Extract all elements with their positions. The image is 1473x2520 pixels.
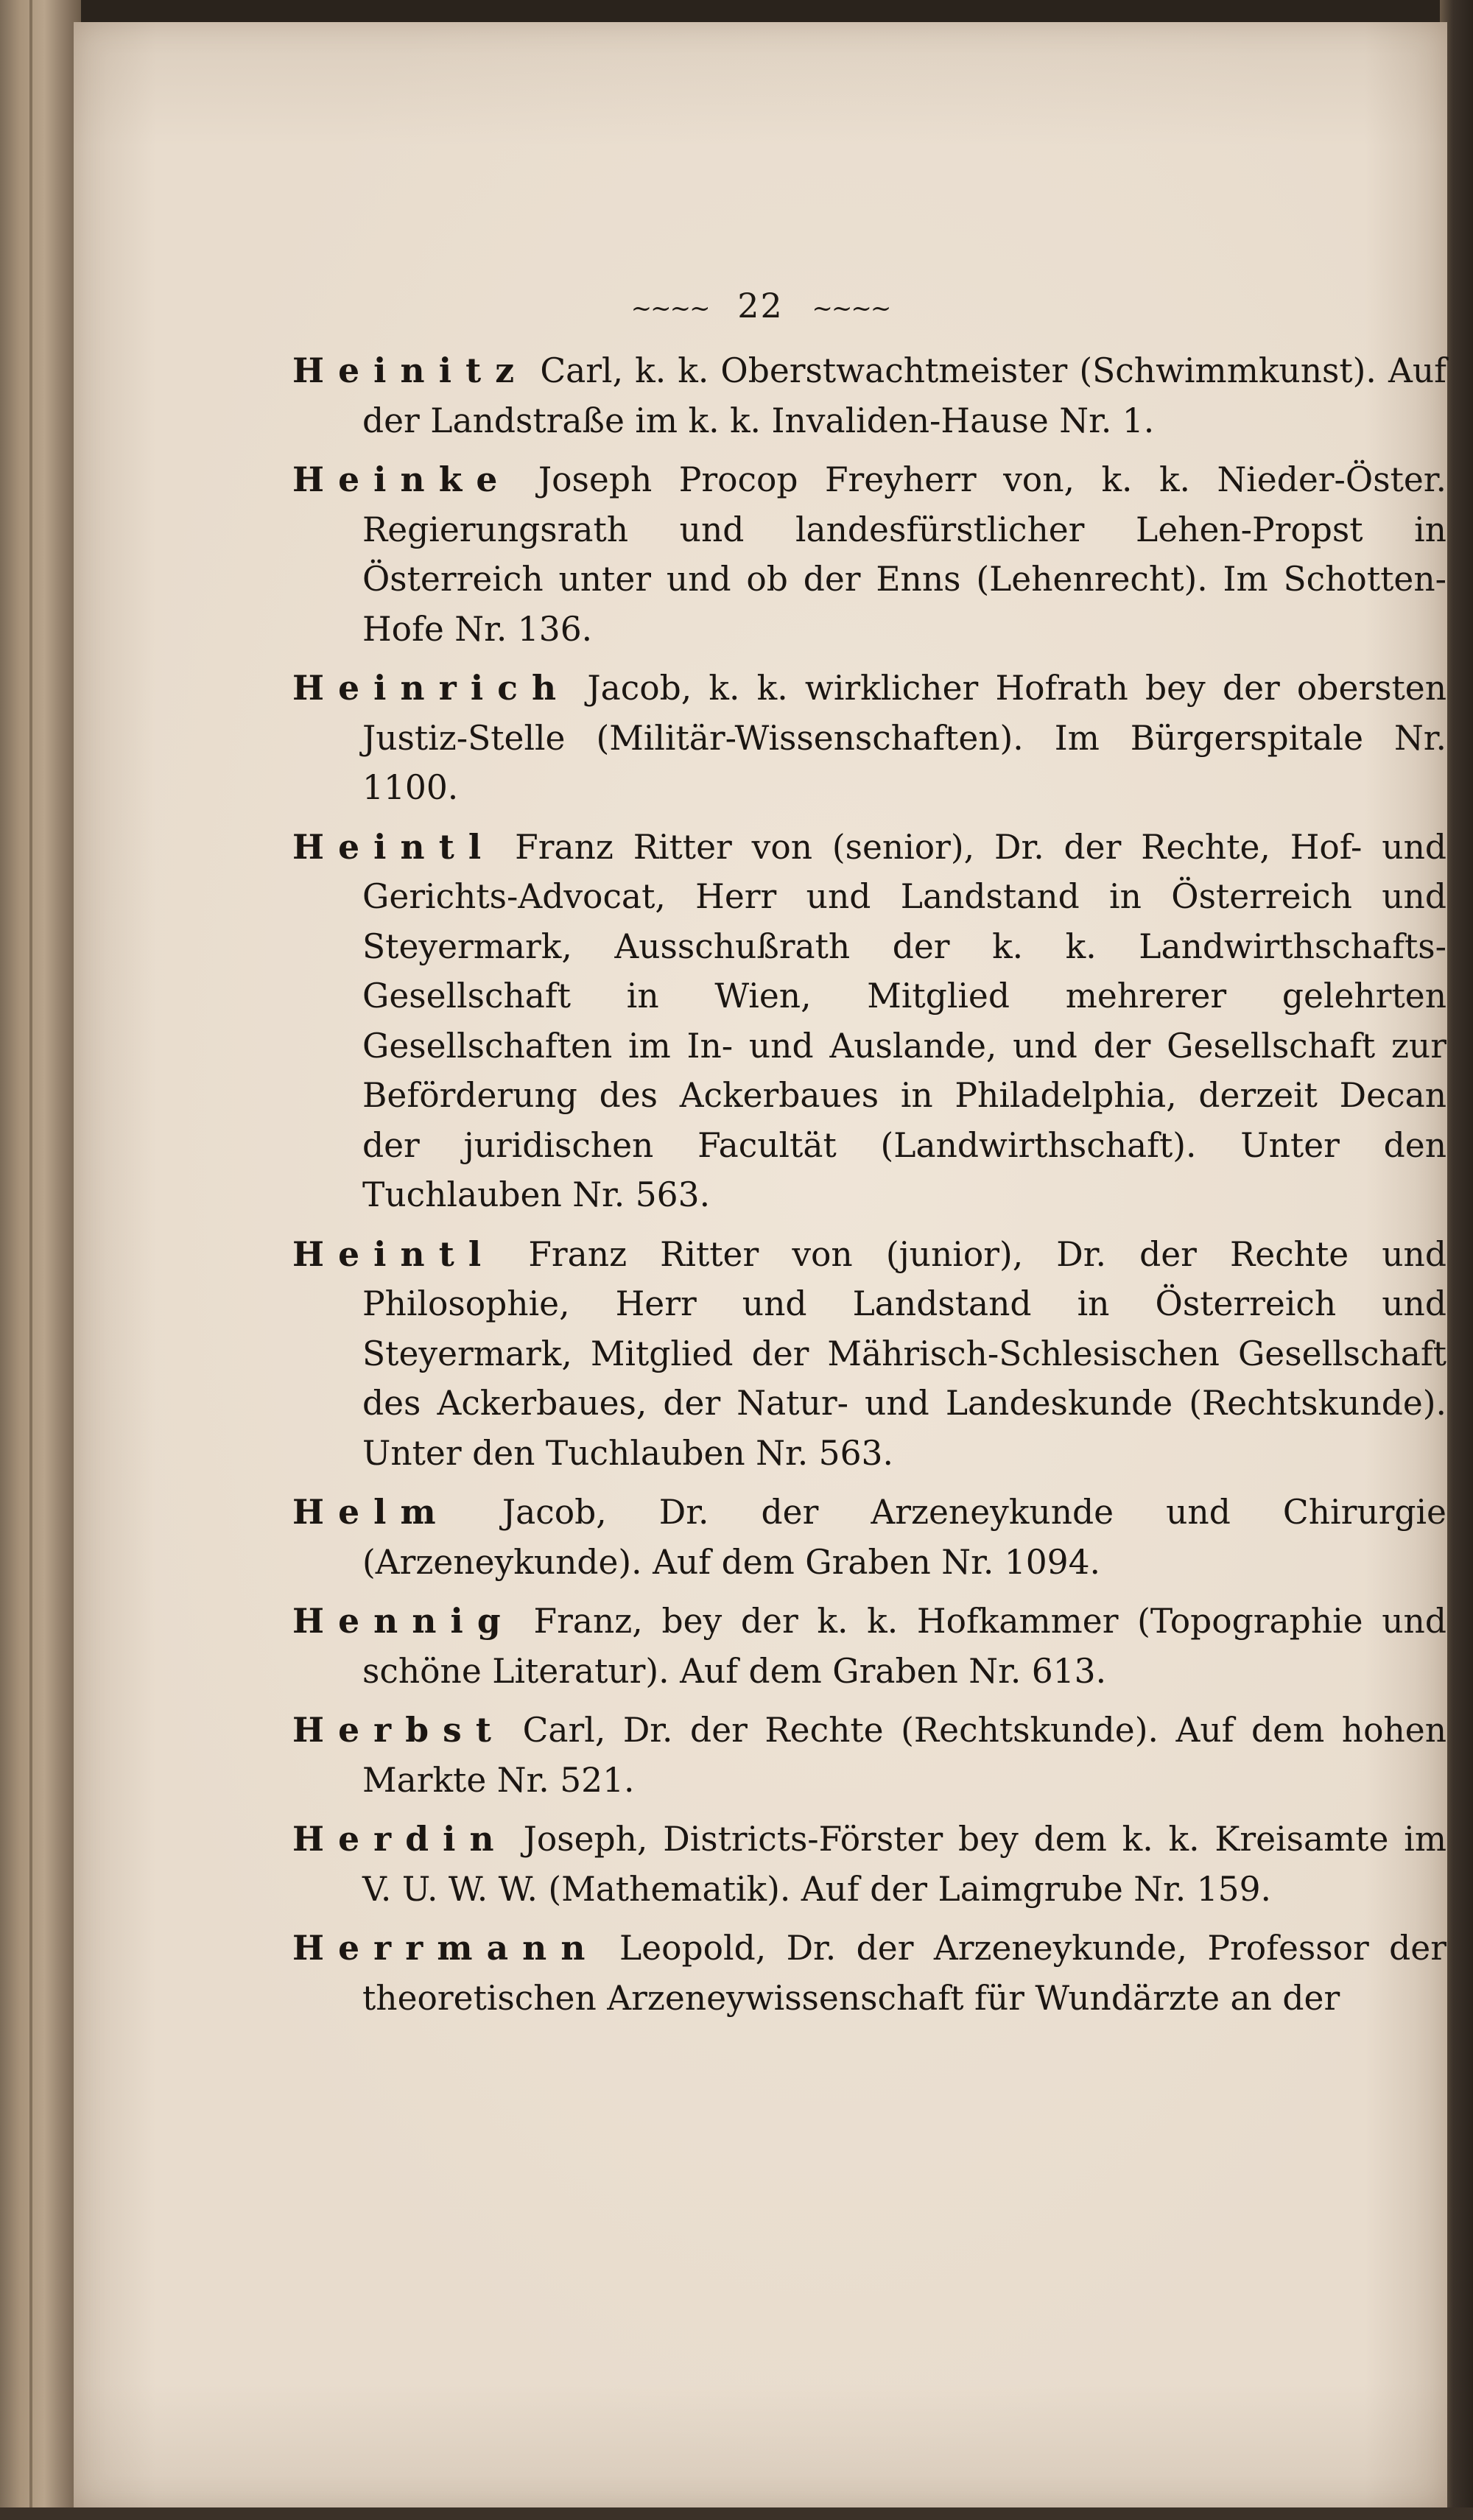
entry-heintl-senior (292, 823, 1446, 1220)
header-ornament-left: ~~~~ (630, 294, 709, 323)
entry-heinitz (292, 346, 1446, 446)
entry-text: Franz, bey der k. k. Hofkammer (Topographie und schöne Literatur). Auf dem Graben Nr. 613. (362, 1602, 1446, 1691)
entry-name: Herbst (292, 1710, 506, 1750)
entry-text: Franz Ritter von (senior), Dr. der Rechte, Hof- und Gerichts-Advocat, Herr und Landstand in Österreich und Steyermark, Ausschußrath der k. k. Landwirthschafts-Gesellschaft in Wien, Mitglied mehrerer gelehrten Gesellschaften im In- und Auslande, und der Gesellschaft zur Beförderung des Ackerbaues in Philadelphia, derzeit Decan der juridischen Facultät (Landwirthschaft). Unter den Tuchlauben Nr. 563. (362, 827, 1446, 1214)
entry-name: Herrmann (292, 1928, 600, 1968)
book-page-edges (0, 0, 81, 2520)
entry-heinrich (292, 664, 1446, 813)
page-number: 22 (737, 286, 784, 325)
scan-bottom-edge (0, 2507, 1473, 2520)
entry-name: Hennig (292, 1601, 515, 1641)
book-page (74, 22, 1447, 2507)
entry-name: Helm (292, 1492, 450, 1532)
entry-heinke (292, 455, 1446, 654)
header-ornament-right: ~~~~ (812, 294, 890, 323)
entry-herbst (292, 1706, 1446, 1805)
entry-name: Herdin (292, 1819, 508, 1859)
entry-name: Heinrich (292, 668, 571, 708)
entry-hennig (292, 1597, 1446, 1696)
entry-name: Heintl (292, 826, 496, 867)
entry-herrmann (292, 1924, 1446, 2023)
entry-heintl-junior (292, 1230, 1446, 1479)
entry-text: Carl, Dr. der Rechte (Rechtskunde). Auf dem hohen Markte Nr. 521. (362, 1711, 1446, 1800)
entry-name: Heinke (292, 460, 512, 499)
entry-name: Heintl (292, 1233, 496, 1274)
entry-herdin (292, 1815, 1446, 1914)
entry-text: Joseph Procop Freyherr von, k. k. Nieder-Öster. Regierungsrath und landesfürstlicher Lehen-Propst in Österreich unter und ob der Enns (Lehenrecht). Im Schotten-Hofe Nr. 136. (362, 460, 1446, 649)
entry-name: Heinitz (292, 351, 529, 390)
page-header (74, 286, 1447, 325)
entry-helm (292, 1488, 1446, 1587)
entry-text: Joseph, Districts-Förster bey dem k. k. Kreisamte im V. U. W. W. (Mathematik). Auf der Laimgrube Nr. 159. (362, 1820, 1446, 1909)
entry-text: Jacob, k. k. wirklicher Hofrath bey der obersten Justiz-Stelle (Militär-Wissenschaften). Im Bürgerspitale Nr. 1100. (362, 669, 1446, 807)
directory-entries (292, 346, 1446, 2022)
entry-text: Franz Ritter von (junior), Dr. der Rechte und Philosophie, Herr und Landstand in Österreich und Steyermark, Mitglied der Mährisch-Schlesischen Gesellschaft des Ackerbaues, der Natur- und Landeskunde (Rechtskunde). Unter den Tuchlauben Nr. 563. (362, 1234, 1446, 1473)
entry-text: Leopold, Dr. der Arzeneykunde, Professor der theoretischen Arzeneywissenschaft für Wundärzte an der (362, 1929, 1446, 2018)
entry-text: Jacob, Dr. der Arzeneykunde und Chirurgie (Arzeneykunde). Auf dem Graben Nr. 1094. (362, 1493, 1446, 1582)
entry-text: Carl, k. k. Oberstwachtmeister (Schwimmkunst). Auf der Landstraße im k. k. Invaliden-Hause Nr. 1. (362, 351, 1446, 440)
